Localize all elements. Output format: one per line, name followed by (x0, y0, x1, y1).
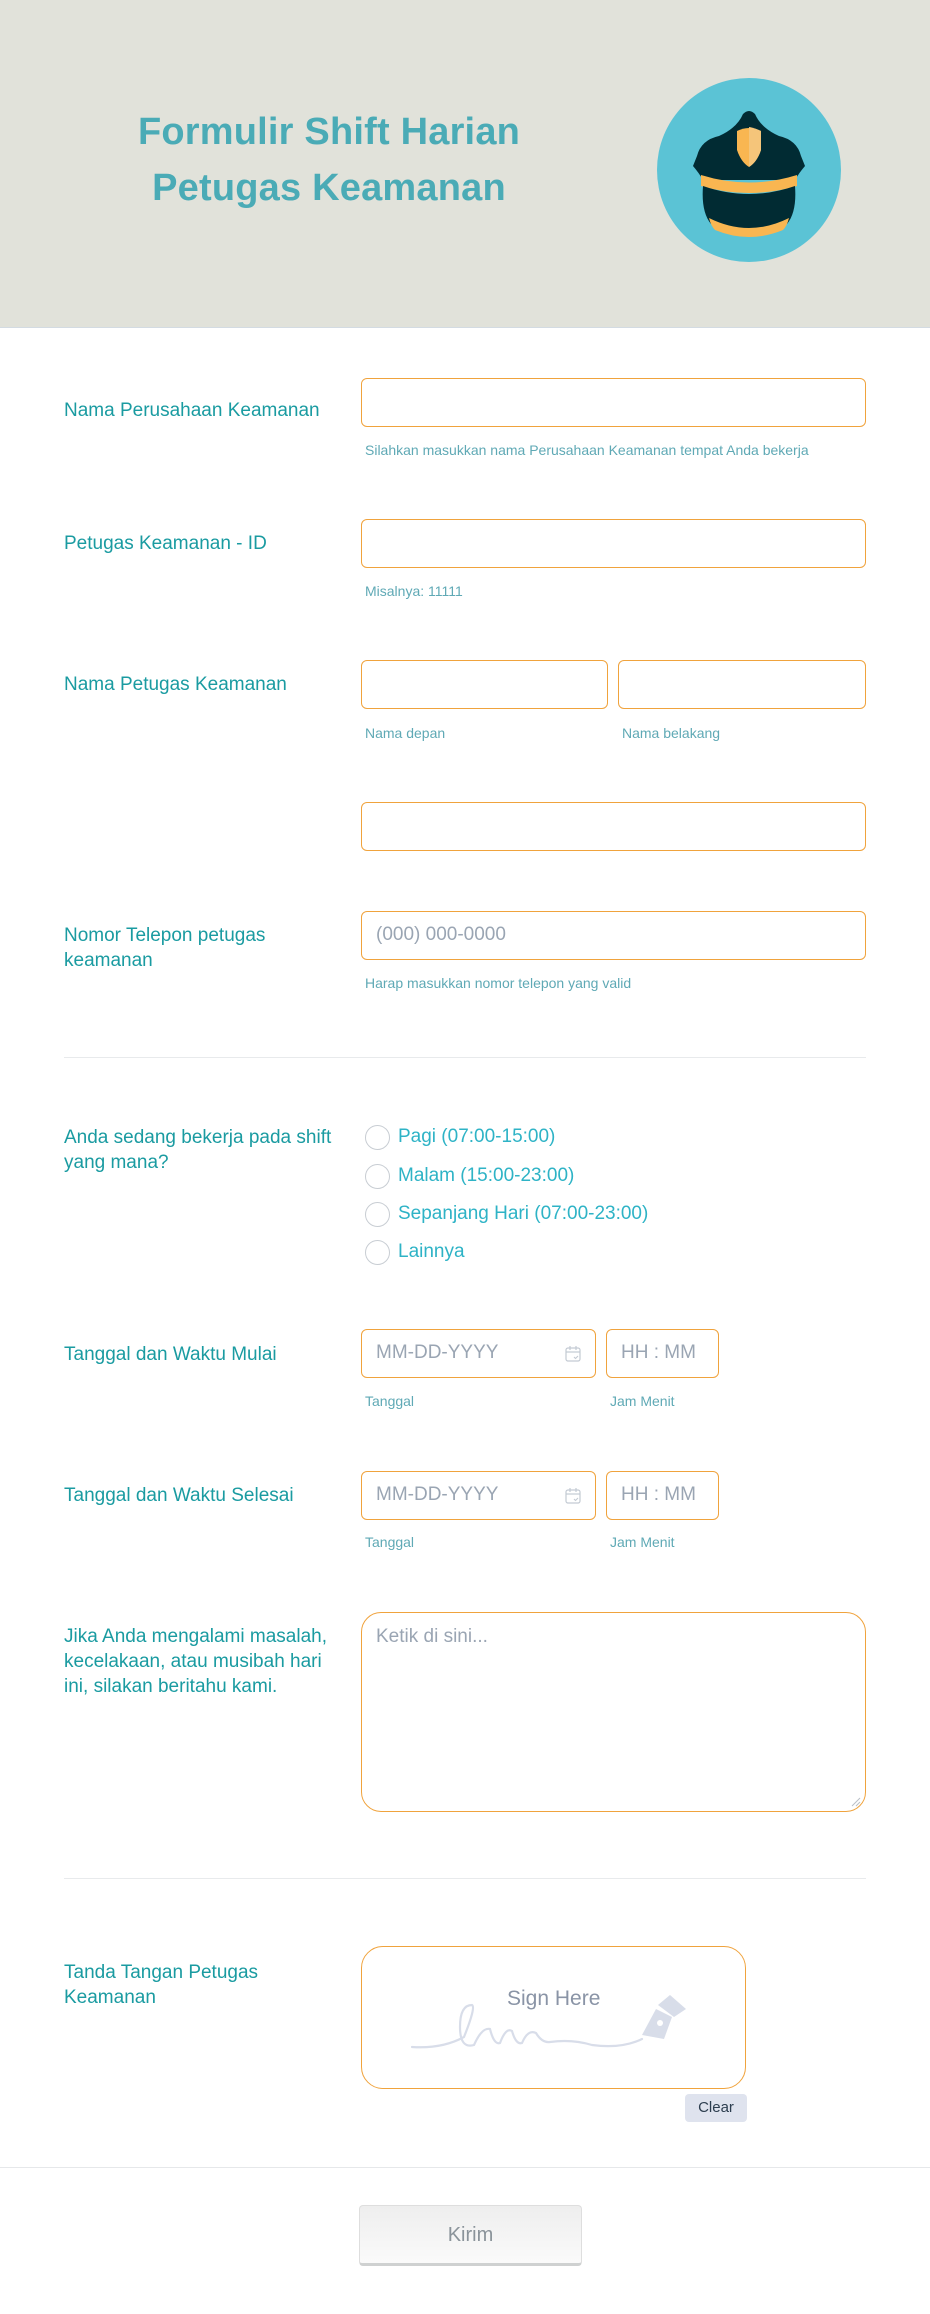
radio-button[interactable] (365, 1202, 390, 1227)
form-title-line-2: Petugas Keamanan (152, 167, 506, 209)
officer-name-extra-input[interactable] (361, 802, 866, 851)
calendar-icon[interactable] (565, 1345, 581, 1362)
submit-button[interactable]: Kirim (359, 2205, 582, 2266)
radio-option-label: Pagi (07:00-15:00) (398, 1126, 556, 1147)
phone-helper-text: Harap masukkan nomor telepon yang valid (365, 975, 632, 991)
pen-nib-icon (642, 1995, 686, 2039)
radio-option-label: Malam (15:00-23:00) (398, 1165, 575, 1186)
first-name-input[interactable] (361, 660, 608, 709)
section-divider (64, 1878, 866, 1879)
form-title (100, 104, 558, 216)
start-date-sublabel: Tanggal (365, 1393, 415, 1409)
officer-id-input[interactable] (361, 519, 866, 568)
start-time-placeholder: HH : MM (621, 1342, 696, 1363)
end-date-input[interactable] (361, 1471, 596, 1520)
resize-handle-icon[interactable] (851, 1797, 861, 1807)
start-datetime-label: Tanggal dan Waktu Mulai (64, 1344, 277, 1365)
section-divider (64, 1057, 866, 1058)
company-name-input[interactable] (361, 378, 866, 427)
phone-placeholder: (000) 000-0000 (376, 924, 506, 945)
signature-label: Tanda Tangan Petugas Keamanan (64, 1962, 259, 2008)
officer-name-label: Nama Petugas Keamanan (64, 674, 287, 695)
incident-textarea[interactable] (361, 1612, 866, 1812)
radio-option-malam[interactable] (365, 1162, 574, 1190)
last-name-sublabel: Nama belakang (622, 725, 721, 741)
form-header (0, 0, 930, 328)
end-time-sublabel: Jam Menit (610, 1534, 675, 1550)
calendar-icon[interactable] (565, 1487, 581, 1504)
phone-input[interactable] (361, 911, 866, 960)
end-date-placeholder: MM-DD-YYYY (376, 1484, 499, 1505)
phone-label: Nomor Telepon petugas keamanan (64, 925, 266, 971)
start-date-input[interactable] (361, 1329, 596, 1378)
radio-button[interactable] (365, 1164, 390, 1189)
end-datetime-label: Tanggal dan Waktu Selesai (64, 1485, 294, 1506)
radio-option-label: Sepanjang Hari (07:00-23:00) (398, 1203, 649, 1224)
start-date-placeholder: MM-DD-YYYY (376, 1342, 499, 1363)
radio-button[interactable] (365, 1240, 390, 1265)
start-time-input[interactable] (606, 1329, 719, 1378)
incident-placeholder: Ketik di sini... (376, 1626, 488, 1647)
incident-label: Jika Anda mengalami masalah, kecelakaan, atau musibah hari ini, silakan beritahu kami. (64, 1626, 327, 1697)
radio-option-pagi[interactable] (365, 1123, 555, 1151)
radio-option-label: Lainnya (398, 1241, 465, 1262)
police-cap-icon (657, 78, 841, 262)
company-label: Nama Perusahaan Keamanan (64, 400, 320, 421)
end-time-placeholder: HH : MM (621, 1484, 696, 1505)
last-name-input[interactable] (618, 660, 866, 709)
signature-pad[interactable] (361, 1946, 746, 2089)
form-title-line-1: Formulir Shift Harian (137, 111, 521, 153)
radio-option-sepanjang-hari[interactable] (365, 1200, 648, 1228)
radio-button[interactable] (365, 1125, 390, 1150)
company-helper-text: Silahkan masukkan nama Perusahaan Keamanan tempat Anda bekerja (365, 442, 809, 458)
clear-signature-button[interactable]: Clear (685, 2094, 747, 2122)
end-date-sublabel: Tanggal (365, 1534, 415, 1550)
sign-here-prompt: Sign Here (507, 1987, 601, 2010)
shift-label: Anda sedang bekerja pada shift yang mana? (64, 1127, 332, 1173)
start-time-sublabel: Jam Menit (610, 1393, 675, 1409)
officer-id-helper-text: Misalnya: 11111 (365, 583, 463, 599)
radio-option-lainnya[interactable] (365, 1238, 465, 1266)
first-name-sublabel: Nama depan (365, 725, 446, 741)
end-time-input[interactable] (606, 1471, 719, 1520)
officer-id-label: Petugas Keamanan - ID (64, 533, 267, 554)
footer-divider (0, 2167, 930, 2168)
